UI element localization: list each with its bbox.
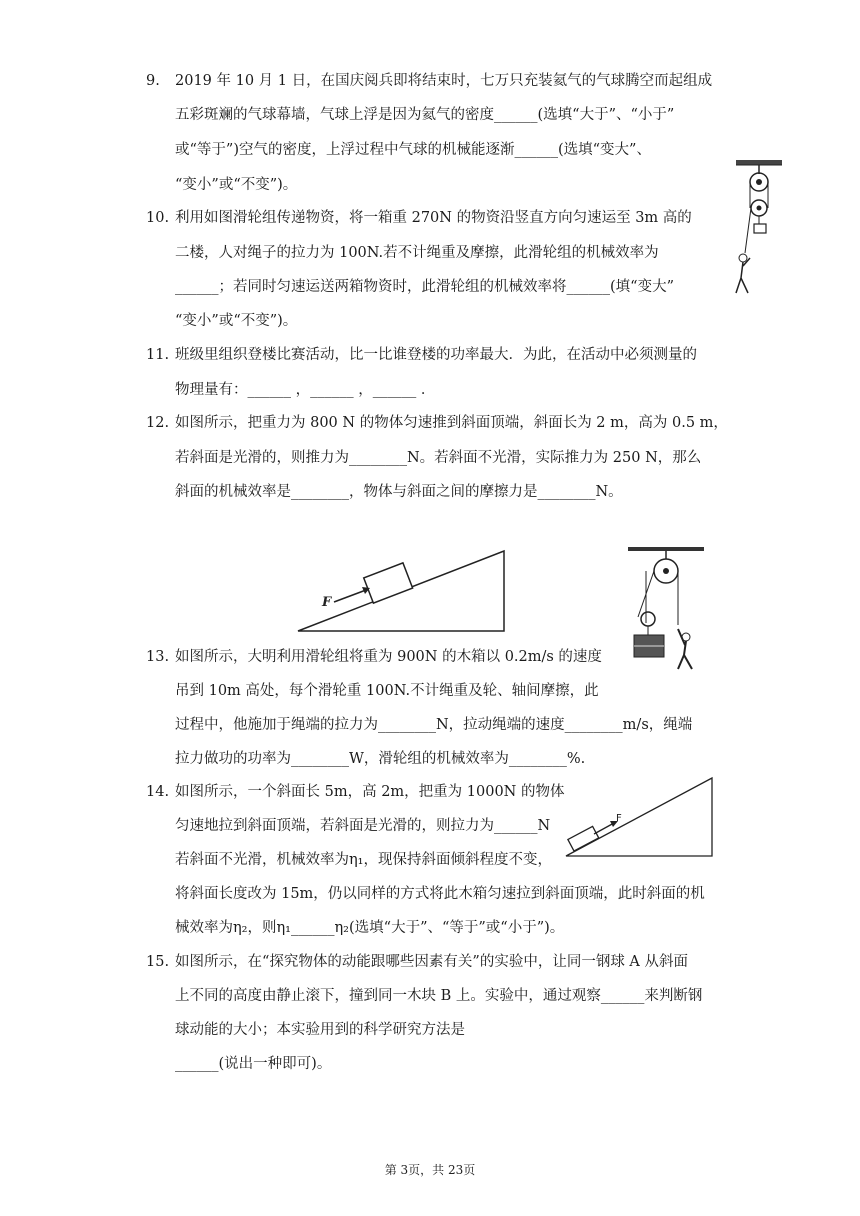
question-line: 物理量有：______ ，______ ，______ ． [175,382,436,398]
pulley-worker-figure-13 [626,545,706,673]
question-line: 上不同的高度由静止滚下，撞到同一木块 B 上。实验中，通过观察______来判断钢 [175,988,703,1004]
page-footer: 第 3页，共 23页 [384,1163,476,1177]
question-line: “变小”或“不变”)。 [175,313,298,329]
question-line: 械效率为η₂，则η₁______η₂(选填“大于”、“等于”或“小于”)。 [175,920,565,936]
question-line: ______；若同时匀速运送两箱物资时，此滑轮组的机械效率将______(填“变大” [175,279,674,295]
question-number: 9. [146,73,160,89]
incline-figure-12 [292,545,508,637]
question-line: 若斜面不光滑，机械效率为η₁，现保持斜面倾斜程度不变， [175,852,552,868]
question-line: 吊到 10m 高处，每个滑轮重 100N.不计绳重及轮、轴间摩擦，此 [175,683,599,699]
question-line: 五彩斑斓的气球幕墙，气球上浮是因为氦气的密度______(选填“大于”、“小于” [175,107,675,123]
question-line: 过程中，他施加于绳端的拉力为________N，拉动绳端的速度________m/s，绳端 [175,717,693,733]
question-line: 如图所示，大明利用滑轮组将重为 900N 的木箱以 0.2m/s 的速度 [175,649,602,665]
question-line: 如图所示，在“探究物体的动能跟哪些因素有关”的实验中，让同一钢球 A 从斜面 [175,954,689,970]
question-number: 14. [146,784,170,800]
question-number: 11. [146,347,170,363]
question-line: 2019 年 10 月 1 日，在国庆阅兵即将结束时，七万只充装氦气的气球腾空而起组成 [175,73,713,89]
pulley-system-figure-10 [728,158,784,298]
question-number: 13. [146,649,170,665]
question-line: 或“等于”)空气的密度，上浮过程中气球的机械能逐渐______(选填“变大”、 [175,142,651,158]
question-line: 斜面的机械效率是________，物体与斜面之间的摩擦力是________N。 [175,484,623,500]
incline-figure-14 [562,774,714,860]
force-label: F [616,813,622,824]
question-line: 如图所示，把重力为 800 N 的物体匀速推到斜面顶端，斜面长为 2 m，高为 0.5 m， [175,415,728,431]
question-number: 12. [146,415,170,431]
question-line: 若斜面是光滑的，则推力为________N。若斜面不光滑，实际推力为 250 N，那么 [175,450,702,466]
question-line: 匀速地拉到斜面顶端，若斜面是光滑的，则拉力为______N [175,818,551,834]
question-line: 将斜面长度改为 15m，仍以同样的方式将此木箱匀速拉到斜面顶端，此时斜面的机 [175,886,705,902]
question-line: 利用如图滑轮组传递物资，将一箱重 270N 的物资沿竖直方向匀速运至 3m 高的 [175,210,692,226]
question-line: 二楼，人对绳子的拉力为 100N.若不计绳重及摩擦，此滑轮组的机械效率为 [175,245,659,261]
question-line: 拉力做功的功率为________W，滑轮组的机械效率为________%. [175,751,586,767]
force-label: F [322,595,332,610]
question-line: 球动能的大小；本实验用到的科学研究方法是 [175,1022,465,1038]
question-line: 如图所示，一个斜面长 5m，高 2m，把重为 1000N 的物体 [175,784,565,800]
question-number: 15. [146,954,170,970]
question-number: 10. [146,210,170,226]
question-line: ______(说出一种即可)。 [175,1056,332,1072]
question-line: “变小”或“不变”)。 [175,177,298,193]
question-line: 班级里组织登楼比赛活动，比一比谁登楼的功率最大．为此，在活动中必须测量的 [175,347,697,363]
